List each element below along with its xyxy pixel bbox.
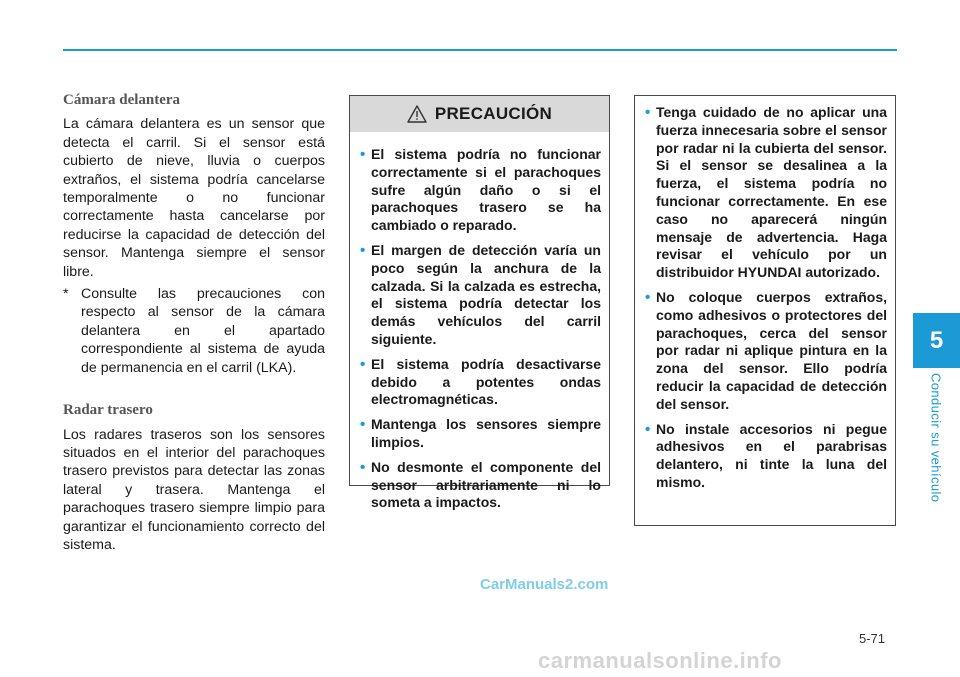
list-item-text: No instale accesorios ni pegue adhesivos en el parabrisas delantero, ni tinte la luna del mismo. bbox=[656, 420, 887, 490]
caution-header bbox=[350, 96, 609, 132]
heading-rear-radar: Radar trasero bbox=[63, 402, 153, 419]
list-item bbox=[360, 356, 601, 409]
bullet-dot: • bbox=[645, 104, 651, 121]
list-item bbox=[360, 242, 601, 349]
note-text: Consulte las precauciones con respecto al sensor de la cámara delantera en el apartado correspondiente al sistema de ayuda de permanencia en el carril (LKA). bbox=[81, 286, 325, 376]
list-item bbox=[645, 421, 887, 492]
caution-continued-list bbox=[635, 96, 895, 492]
rear-radar-text: Los radares traseros son los sensores situados en el interior del parachoques trasero previstos para detectar las zonas lateral y trasera. Mantenga el parachoques trasero siempre limpio para garantizar el funcionamiento correcto del sistema. bbox=[63, 426, 325, 553]
chapter-number: 5 bbox=[929, 326, 944, 354]
caution-title: PRECAUCIÓN bbox=[434, 104, 553, 123]
caution-list bbox=[350, 132, 609, 512]
bullet-dot: • bbox=[360, 146, 366, 163]
list-item bbox=[360, 416, 601, 452]
bullet-dot: • bbox=[360, 458, 366, 476]
warning-triangle-icon bbox=[407, 105, 427, 123]
site-watermark: CarManuals2.com bbox=[480, 576, 609, 593]
bullet-dot: • bbox=[360, 416, 366, 434]
front-camera-note bbox=[63, 285, 325, 377]
bullet-dot: • bbox=[360, 241, 366, 259]
list-item bbox=[645, 289, 887, 414]
bullet-dot: • bbox=[645, 288, 651, 306]
bullet-dot: • bbox=[360, 355, 366, 373]
footer-watermark: carmanualsonline.info bbox=[538, 648, 782, 673]
chapter-tab bbox=[913, 313, 960, 368]
top-rule bbox=[63, 49, 897, 51]
heading-front-camera: Cámara delantera bbox=[63, 92, 181, 108]
list-item-text: Tenga cuidado de no aplicar una fuerza innecesaria sobre el sensor por radar ni la cubierta del sensor. Si el sensor se desalinea a la fuerza, el sistema podría no funcionar correctamente. En ese caso no aparecerá ningún mensaje de advertencia. Haga revisar el vehículo por un distribuidor HYUNDAI autorizado. bbox=[656, 104, 887, 281]
caution-box bbox=[349, 95, 610, 511]
list-item-text: El margen de detección varía un poco según la anchura de la calzada. Si la calzada es estrecha, el sistema podría detectar los demás vehículos del carril siguiente. bbox=[371, 241, 601, 347]
front-camera-text: La cámara delantera es un sensor que detecta el carril. Si el sensor está cubierto de nieve, lluvia o cuerpos extraños, el sistema podría cancelarse temporalmente o no funcionar correctamente hasta cancelarse por reducirse la capacidad de detección del sensor. Mantenga siempre el sensor libre. bbox=[63, 116, 325, 280]
bullet-dot: • bbox=[645, 420, 651, 438]
caution-continued-box bbox=[634, 95, 896, 526]
list-item bbox=[645, 104, 887, 282]
list-item-text: Mantenga los sensores siempre limpios. bbox=[371, 416, 601, 450]
list-item-text: El sistema podría no funcionar correctamente si el parachoques sufre algún daño o si el parachoques trasero se ha cambiado o reparado. bbox=[371, 146, 601, 234]
list-item bbox=[360, 146, 601, 235]
list-item-text: No coloque cuerpos extraños, como adhesivos o protectores del parachoques, cerca del sensor por radar ni aplique pintura en la zona del sensor. Ello podría reducir la capacidad de detección del sensor. bbox=[656, 288, 887, 412]
list-item-text: El sistema podría desactivarse debido a potentes ondas electromagnéticas. bbox=[371, 355, 601, 408]
list-item-text: No desmonte el componente del sensor arbitrariamente ni lo someta a impactos. bbox=[371, 458, 601, 511]
list-item bbox=[360, 459, 601, 512]
note-asterisk: * bbox=[63, 286, 69, 303]
left-column bbox=[63, 91, 325, 554]
chapter-title: Conducir su vehículo bbox=[928, 373, 944, 503]
page-number: 5-71 bbox=[859, 631, 886, 646]
